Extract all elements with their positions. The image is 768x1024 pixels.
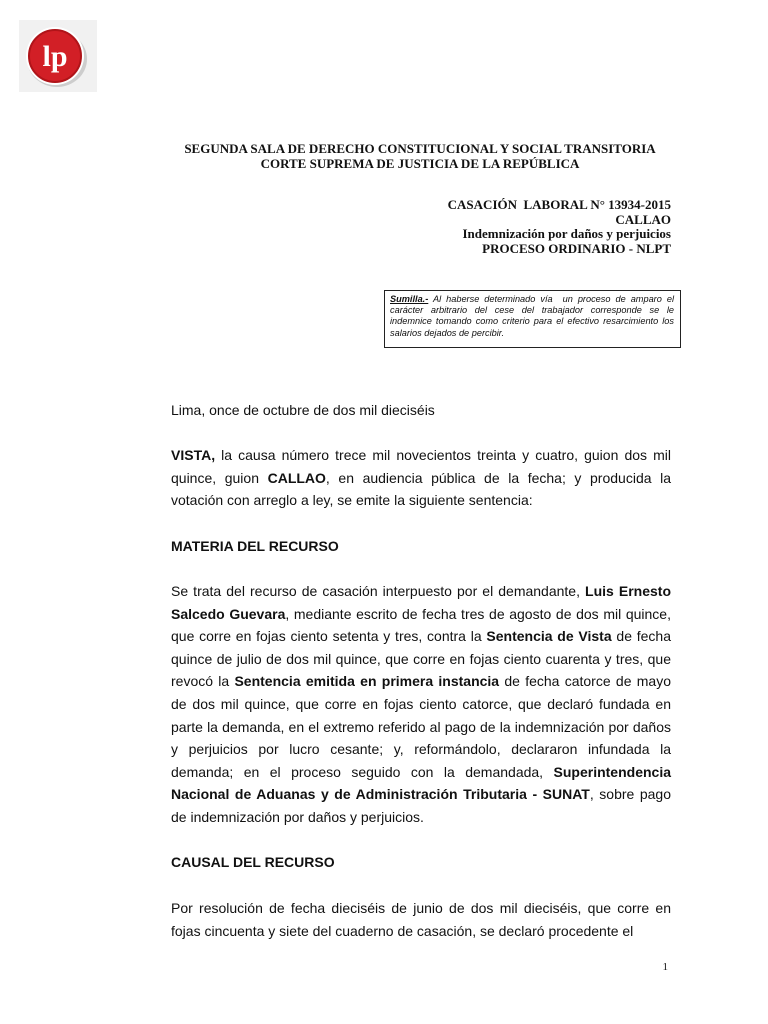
sentencia-primera-instancia: Sentencia emitida en primera instancia	[234, 673, 500, 690]
case-subject: Indemnización por daños y perjuicios	[462, 226, 671, 241]
chamber-name: SEGUNDA SALA DE DERECHO CONSTITUCIONAL Y SOCIAL TRANSITORIA	[184, 141, 656, 156]
vista-label: VISTA,	[171, 447, 216, 463]
materia-paragraph	[171, 580, 671, 829]
vista-district: CALLAO	[267, 469, 326, 486]
sumilla-text: Al haberse determinado vía un proceso de amparo el carácter arbitrario del cese del trabajador corresponde se le indemnice tomando como criterio para el efectivo resarcimiento los salarios dejados de percibir.	[390, 294, 677, 338]
logo-text: lp	[42, 40, 68, 73]
causal-paragraph: Por resolución de fecha dieciséis de junio de dos mil dieciséis, que corre en fojas cincuenta y siete del cuaderno de casación, se declaró procedente el	[171, 900, 671, 939]
materia-text-4: de fecha catorce de mayo de dos mil quince, que corre en fojas ciento catorce, que declaró fundada en parte la demanda, en el extremo referido al pago de la indemnización por daños y perjuicios por lucro cesante; y, reformándolo, declararon infundada la demanda; en el proceso seguido con la demandada,	[171, 673, 671, 780]
case-header	[448, 198, 671, 256]
materia-text-5: , sobre pago de indemnización por daños y perjuicios.	[171, 786, 671, 825]
lp-logo-icon	[19, 20, 97, 92]
materia-text-2: , mediante escrito de fecha tres de agosto de dos mil quince, que corre en fojas ciento setenta y tres, contra la	[171, 605, 671, 645]
defendant-name: Superintendencia Nacional de Aduanas y de Administración Tributaria - SUNAT	[171, 763, 671, 803]
causal-heading: CAUSAL DEL RECURSO	[171, 854, 335, 870]
court-name: CORTE SUPREMA DE JUSTICIA DE LA REPÚBLICA	[260, 156, 580, 171]
date-line: Lima, once de octubre de dos mil dieciséis	[171, 402, 435, 418]
case-district: CALLAO	[615, 211, 671, 227]
case-process: PROCESO ORDINARIO - NLPT	[482, 240, 671, 256]
plaintiff-name: Luis Ernesto Salcedo Guevara	[171, 583, 672, 622]
materia-text-3: de fecha quince de julio de dos mil quince, que corre en fojas ciento cuarenta y tres, que revocó la	[171, 628, 671, 690]
page-number: 1	[662, 961, 668, 973]
materia-heading: MATERIA DEL RECURSO	[171, 538, 339, 554]
sumilla-box	[384, 290, 681, 348]
court-header	[150, 141, 690, 171]
vista-paragraph	[171, 444, 671, 512]
sumilla-label: Sumilla.-	[390, 294, 429, 304]
materia-text-1: Se trata del recurso de casación interpuesto por el demandante,	[171, 583, 586, 599]
vista-text: la causa número trece mil novecientos treinta y cuatro, guion dos mil quince, guion	[171, 447, 671, 486]
sentencia-vista: Sentencia de Vista	[486, 628, 612, 645]
case-number: CASACIÓN LABORAL N° 13934-2015	[447, 197, 671, 212]
vista-text-end: , en audiencia pública de la fecha; y producida la votación con arreglo a ley, se emite la siguiente sentencia:	[171, 469, 672, 509]
logo	[19, 20, 97, 92]
